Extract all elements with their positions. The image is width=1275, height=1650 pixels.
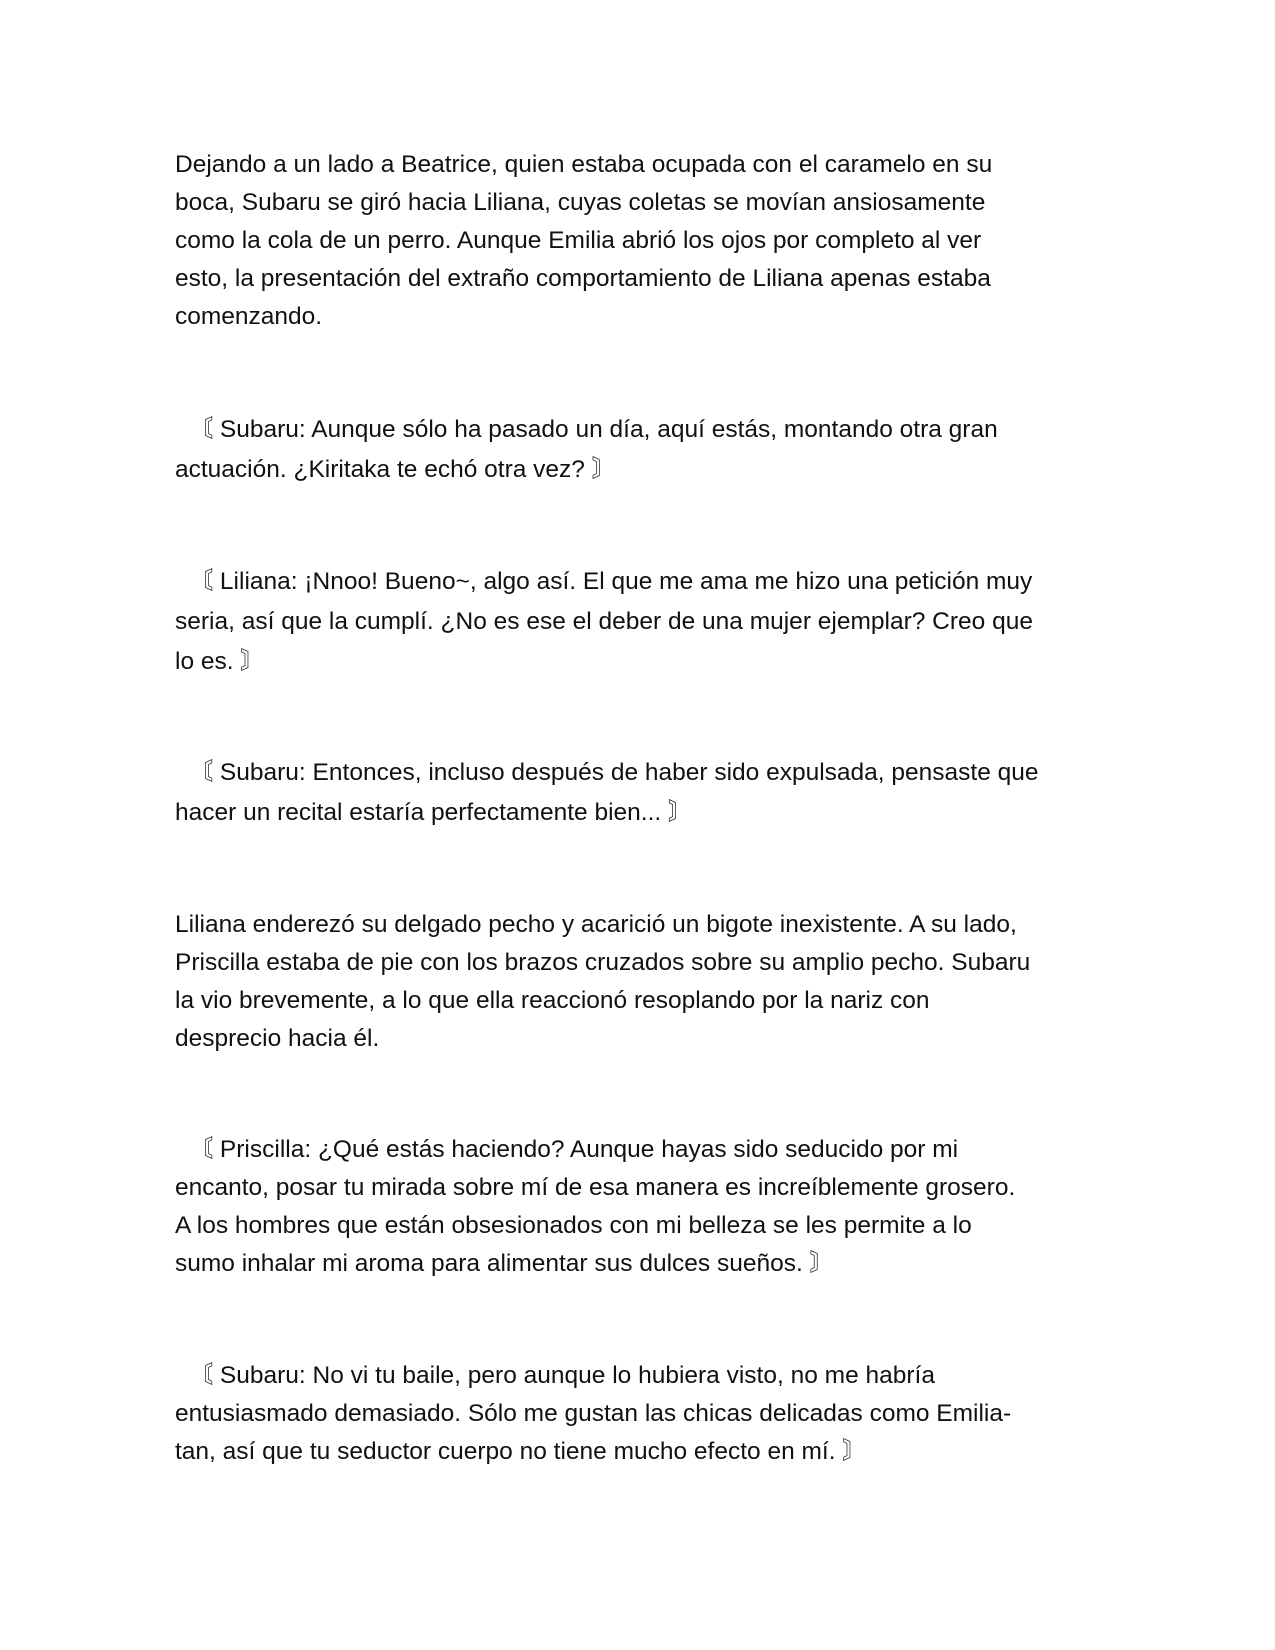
- narration-paragraph-2: Liliana enderezó su delgado pecho y acarició un bigote inexistente. A su lado, Priscilla estaba de pie con los brazos cruzados sobre su amplio pecho. Subaru la vio brevemente, a lo que ella reaccionó resoplando por la nariz con desprecio hacia él.: [175, 911, 1031, 1052]
- dialogue-liliana-1: 〘 Liliana: ¡Nnoo! Bueno~, algo así. El que me ama me hizo una petición muy seria, así que la cumplí. ¿No es ese el deber de una mujer ejemplar? Creo que lo es. 〙: [175, 568, 1033, 675]
- dialogue-subaru-3: 〘 Subaru: No vi tu baile, pero aunque lo hubiera visto, no me habría entusiasmado demasiado. Sólo me gustan las chicas delicadas como Emilia- tan, así que tu seductor cuerpo no tiene mucho efecto en mí. 〙: [175, 1362, 1012, 1465]
- dialogue-subaru-2: 〘 Subaru: Entonces, incluso después de haber sido expulsada, pensaste que hacer un recital estaría perfectamente bien... 〙: [175, 759, 1039, 826]
- dialogue-subaru-1: 〘 Subaru: Aunque sólo ha pasado un día, aquí estás, montando otra gran actuación. ¿Kiritaka te echó otra vez? 〙: [175, 416, 998, 483]
- dialogue-priscilla-1: 〘 Priscilla: ¿Qué estás haciendo? Aunque hayas sido seducido por mi encanto, posar tu mirada sobre mí de esa manera es increíblemente grosero. A los hombres que están obsesionados con mi belleza se les permite a lo sumo inhalar mi aroma para alimentar sus dulces sueños. 〙: [175, 1136, 1016, 1277]
- narration-paragraph-1: Dejando a un lado a Beatrice, quien estaba ocupada con el caramelo en su boca, Subaru se giró hacia Liliana, cuyas coletas se movían ansiosamente como la cola de un perro. Aunque Emilia abrió los ojos por completo al ver esto, la presentación del extraño comportamiento de Liliana apenas estaba comenzando.: [175, 151, 993, 330]
